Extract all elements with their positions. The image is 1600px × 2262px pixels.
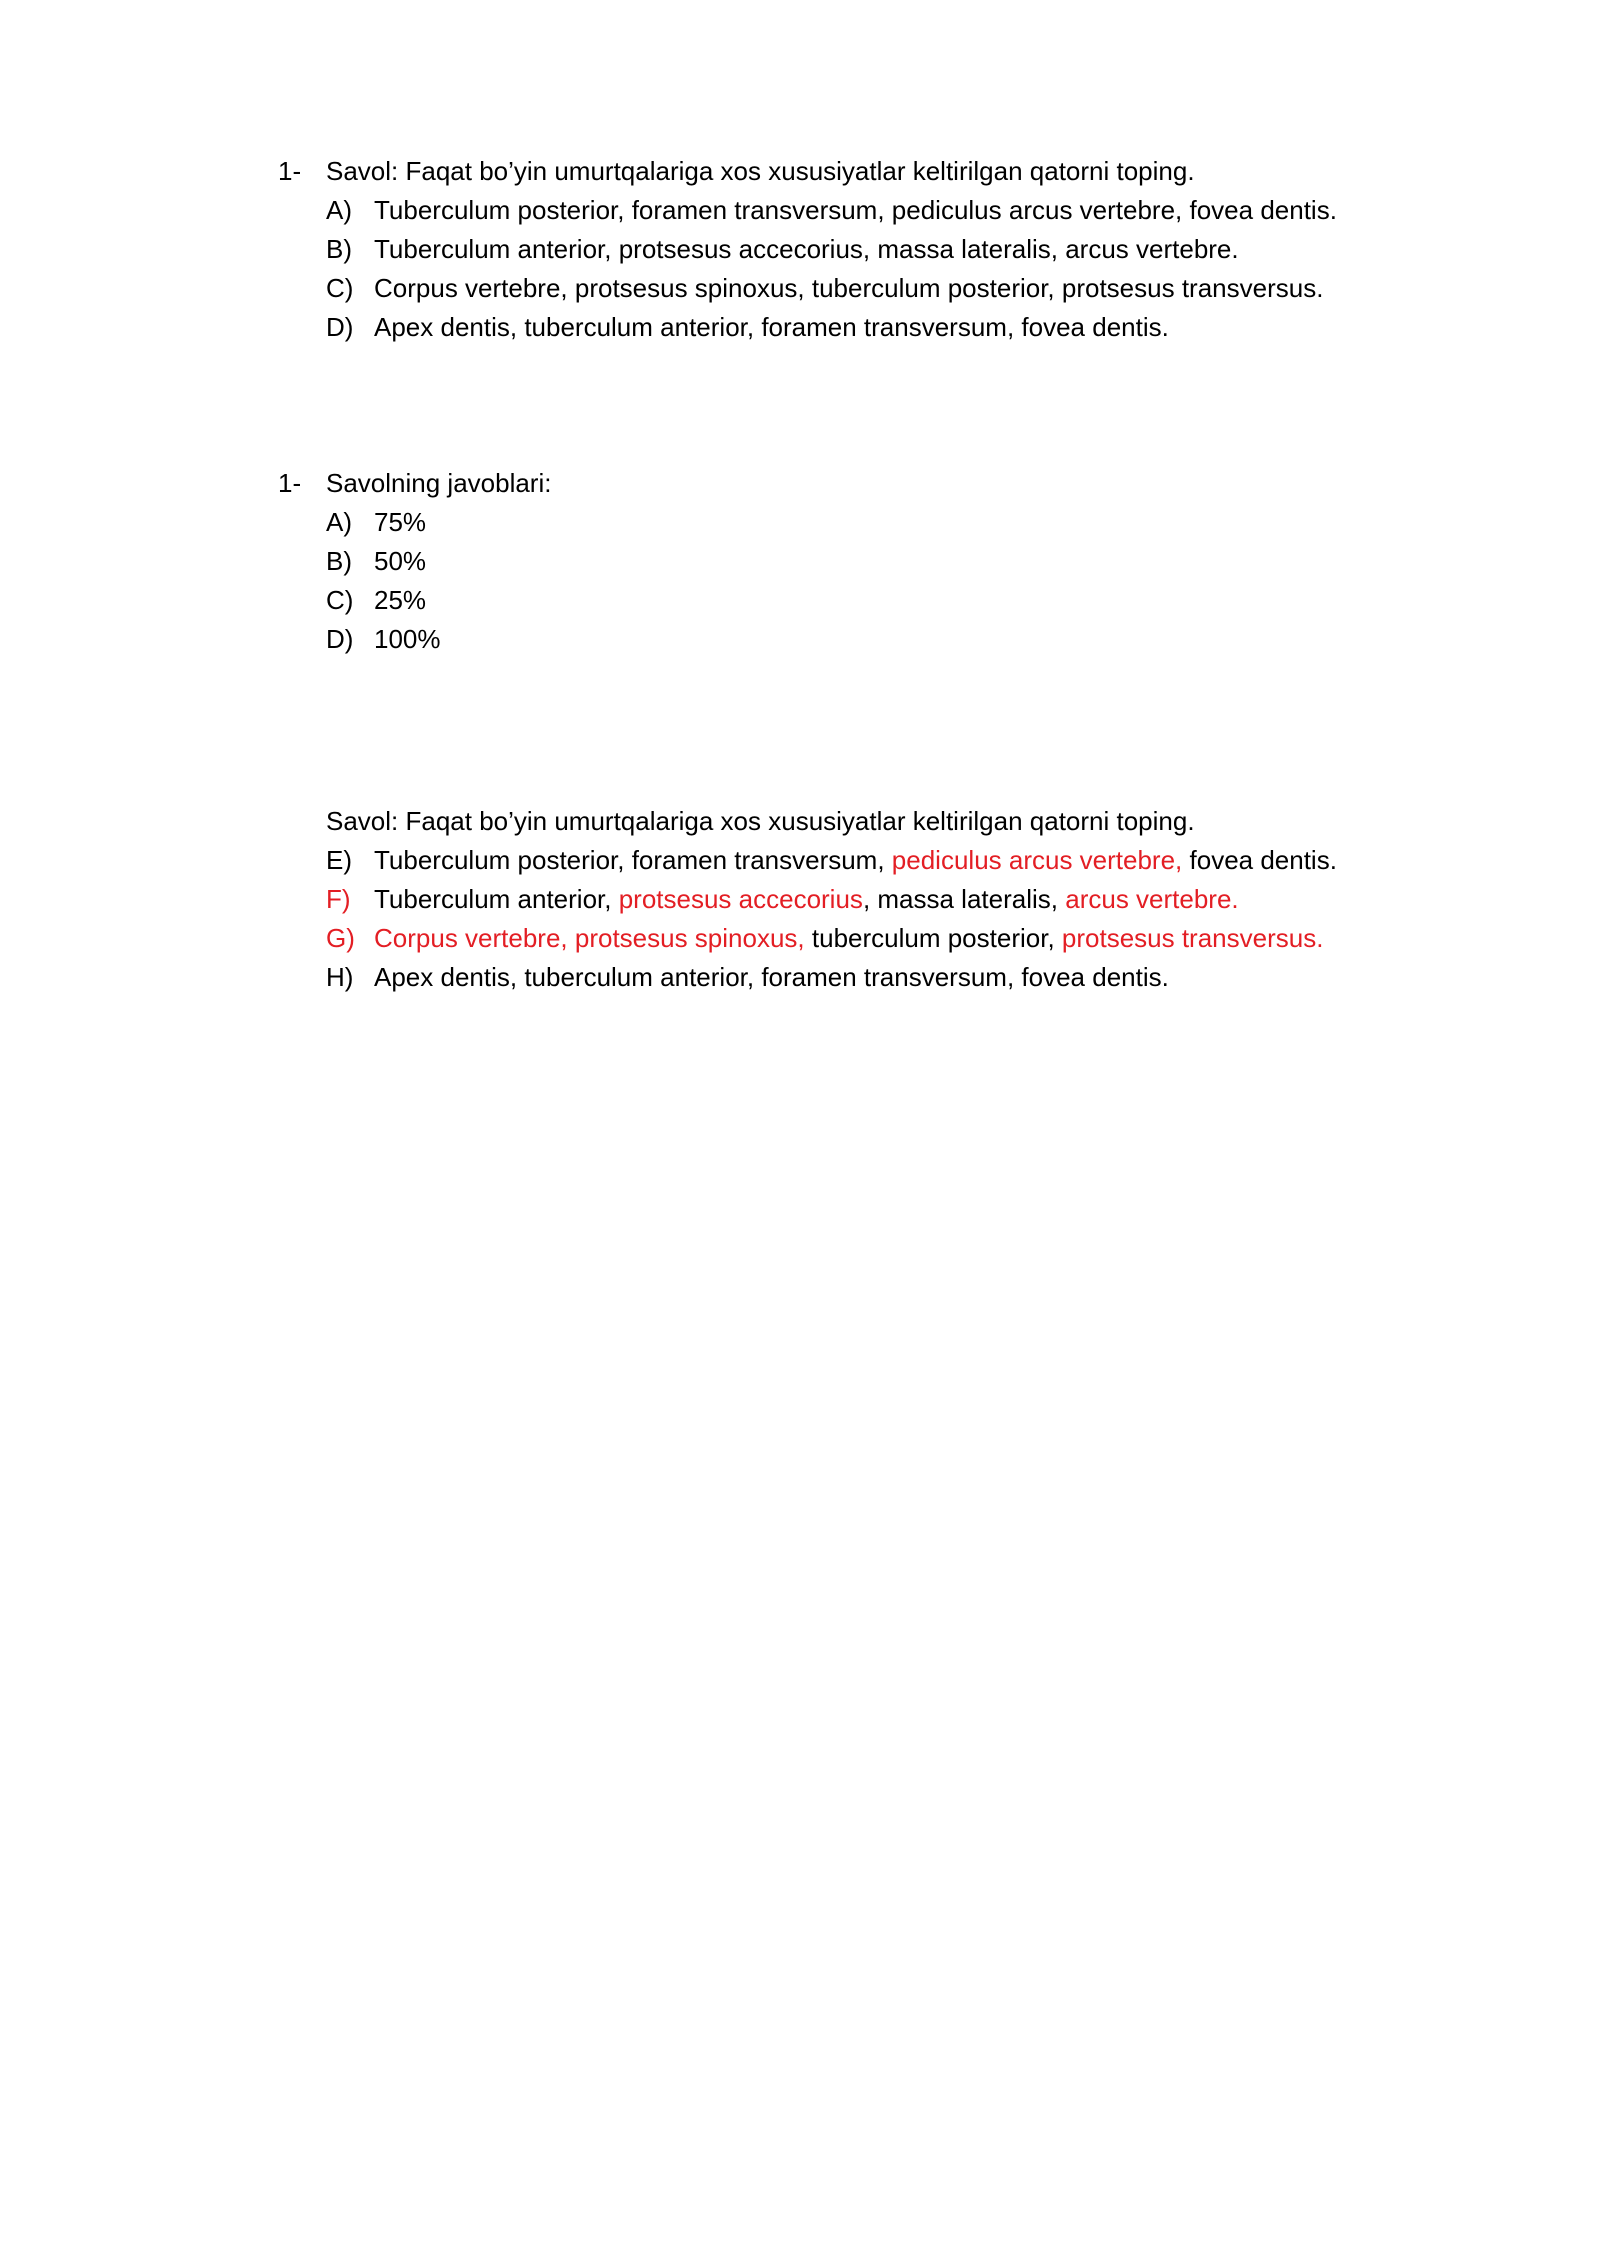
question-text: Savol: Faqat bo’yin umurtqalariga xos xususiyatlar keltirilgan qatorni toping. bbox=[326, 156, 1195, 186]
answer-option-b bbox=[0, 542, 1600, 581]
option-text: 75% bbox=[374, 507, 427, 537]
text-segment: tuberculum posterior, bbox=[804, 923, 1062, 953]
option-text: 25% bbox=[374, 585, 427, 615]
option-letter: B) bbox=[326, 234, 352, 264]
answer-option-d bbox=[0, 308, 1600, 347]
option-text: Tuberculum anterior, protsesus accecorius, massa lateralis, arcus vertebre. bbox=[374, 234, 1239, 264]
option-text bbox=[374, 958, 1169, 997]
highlighted-segment: protsesus accecorius bbox=[618, 884, 863, 914]
answer-option-b bbox=[0, 230, 1600, 269]
text-segment: , massa lateralis, bbox=[862, 884, 1066, 914]
option-letter: D) bbox=[326, 624, 354, 654]
option-letter: A) bbox=[326, 507, 352, 537]
question-line bbox=[0, 464, 1600, 503]
highlighted-segment: pediculus arcus vertebre, bbox=[891, 845, 1183, 875]
option-text: 100% bbox=[374, 624, 441, 654]
answer-option-h bbox=[0, 958, 1600, 997]
option-letter: C) bbox=[326, 273, 354, 303]
question-block-3 bbox=[0, 802, 1600, 997]
highlighted-options-list bbox=[0, 841, 1600, 997]
option-letter: G) bbox=[326, 923, 355, 953]
option-letter: E) bbox=[326, 845, 352, 875]
option-text: Corpus vertebre, protsesus spinoxus, tuberculum posterior, protsesus transversus. bbox=[374, 273, 1324, 303]
question-number: 1- bbox=[278, 468, 302, 498]
question-block-1 bbox=[0, 152, 1600, 347]
option-text bbox=[374, 841, 1337, 880]
option-text: Tuberculum posterior, foramen transversum, pediculus arcus vertebre, fovea dentis. bbox=[374, 195, 1337, 225]
option-letter: A) bbox=[326, 195, 352, 225]
text-segment: Tuberculum anterior, bbox=[374, 884, 619, 914]
option-letter: H) bbox=[326, 962, 354, 992]
text-segment: Apex dentis, tuberculum anterior, foramen transversum, fovea dentis. bbox=[374, 962, 1169, 992]
question-number: 1- bbox=[278, 156, 302, 186]
answer-option-a bbox=[0, 503, 1600, 542]
highlighted-segment: arcus vertebre. bbox=[1065, 884, 1239, 914]
answer-option-d bbox=[0, 620, 1600, 659]
option-letter: D) bbox=[326, 312, 354, 342]
answer-option-c bbox=[0, 269, 1600, 308]
answer-option-e bbox=[0, 841, 1600, 880]
option-letter: B) bbox=[326, 546, 352, 576]
question-text: Savol: Faqat bo’yin umurtqalariga xos xususiyatlar keltirilgan qatorni toping. bbox=[326, 806, 1195, 836]
highlighted-segment: Corpus vertebre, protsesus spinoxus, bbox=[374, 923, 805, 953]
answer-option-g bbox=[0, 919, 1600, 958]
option-text bbox=[374, 880, 1239, 919]
text-segment: fovea dentis. bbox=[1182, 845, 1337, 875]
option-text: 50% bbox=[374, 546, 427, 576]
question-text: Savolning javoblari: bbox=[326, 468, 552, 498]
question-line bbox=[0, 802, 1600, 841]
text-segment: Tuberculum posterior, foramen transversum, bbox=[374, 845, 892, 875]
highlighted-segment: protsesus transversus. bbox=[1061, 923, 1324, 953]
question-line bbox=[0, 152, 1600, 191]
option-letter: F) bbox=[326, 884, 351, 914]
option-text: Apex dentis, tuberculum anterior, foramen transversum, fovea dentis. bbox=[374, 312, 1169, 342]
question-block-2 bbox=[0, 464, 1600, 659]
answer-option-f bbox=[0, 880, 1600, 919]
answer-option-c bbox=[0, 581, 1600, 620]
option-letter: C) bbox=[326, 585, 354, 615]
option-text bbox=[374, 919, 1323, 958]
answer-option-a bbox=[0, 191, 1600, 230]
